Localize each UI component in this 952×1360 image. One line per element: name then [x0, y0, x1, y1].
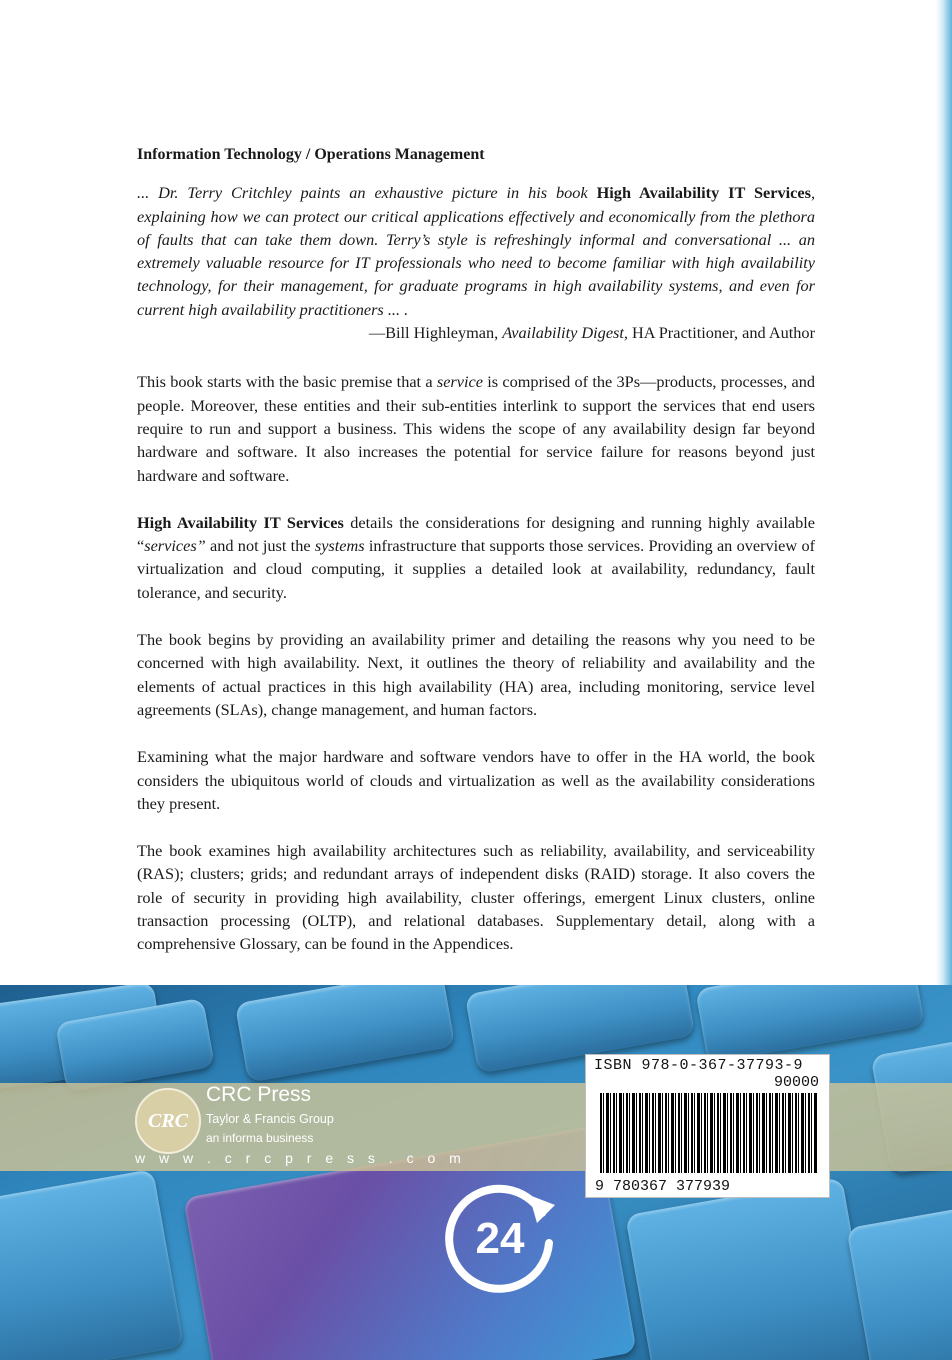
description-paragraph-1: This book starts with the basic premise that a service is comprised of the 3Ps—products, processes, and people. Moreover, these entities and their sub-entities interlink to support the services that end users require to run and support a business. This widens the scope of any availability design far beyond hardware and software. It also increases the potential for service failure for reasons beyond just hardware and software. — [137, 372, 816, 485]
publisher-name: CRC Press — [206, 1083, 312, 1106]
publisher-url: w w w . c r c p r e s s . c o m — [135, 1150, 466, 1166]
keyboard-photo — [0, 985, 952, 1360]
subject-category: Information Technology / Operations Management — [137, 146, 485, 163]
crc-logo-icon: CRC — [135, 1088, 201, 1154]
isbn-label: ISBN 978-0-367-37793-9 — [594, 1057, 804, 1074]
barcode-bars — [600, 1093, 818, 1173]
back-cover-text — [137, 143, 815, 956]
badge-text: 24 — [475, 1214, 525, 1263]
edge-color-strip — [936, 0, 952, 985]
keyboard-key — [625, 1177, 875, 1360]
description-paragraph-4: Examining what the major hardware and software vendors have to offer in the HA world, the book considers the ubiquitous world of clouds and virtualization as well as the availability considerations they present. — [137, 747, 815, 813]
keyboard-key — [0, 1169, 184, 1360]
description-paragraph-3: The book begins by providing an availability primer and detailing the reasons why you need to be concerned with high availability. Next, it outlines the theory of reliability and availability and the elements of actual practices in this high availability (HA) area, including monitoring, service level agreements (SLAs), change management, and human factors. — [137, 630, 815, 719]
isbn-barcode — [585, 1054, 830, 1198]
24-hour-arrow-icon — [437, 1173, 563, 1299]
publisher-informa: an informa business — [206, 1131, 314, 1145]
description-paragraph-5: The book examines high availability architectures such as reliability, availability, and serviceability (RAS); clusters; grids; and redundant arrays of independent disks (RAID) storage. It also covers the role of security in providing high availability, cluster offerings, emergent Linux clusters, online transaction processing (OLTP), and relational databases. Supplementary detail, along with a comprehensive Glossary, can be found in the Appendices. — [137, 841, 815, 954]
publisher-group: Taylor & Francis Group — [206, 1112, 334, 1126]
ean-number: 9 780367 377939 — [592, 1178, 733, 1195]
price-code: 90000 — [773, 1074, 819, 1091]
keyboard-key — [235, 985, 456, 1083]
review-quote: ... Dr. Terry Critchley paints an exhaustive picture in his book High Availability IT Services, explaining how we can protect our critical applications effectively and economically from the plethora of faults that can take them down. Terry’s style is refreshingly informal and conversational ... an extremely valuable resource for IT professionals who need to become familiar with high availability technology, for their management, for graduate programs in high availability systems, and even for current high availability practitioners ... . — [137, 183, 816, 319]
description-paragraph-2: High Availability IT Services details the considerations for designing and running highly available “services” and not just the systems infrastructure that supports those services. Providing an overview of virtualization and cloud computing, it supplies a detailed look at availability, redundancy, fault tolerance, and security. — [137, 512, 816, 602]
quote-attribution: —Bill Highleyman, Availability Digest, HA Practitioner, and Author — [368, 323, 815, 343]
quote-book-title: High Availability IT Services — [596, 183, 811, 203]
